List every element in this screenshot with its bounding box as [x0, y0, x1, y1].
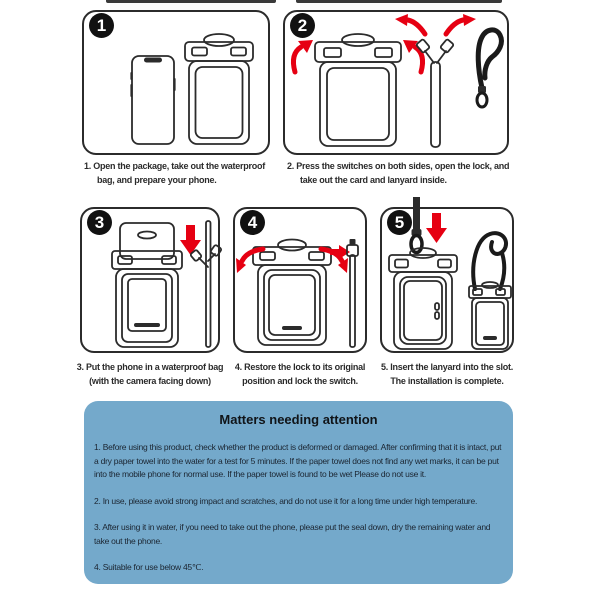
step-5-panel	[380, 207, 514, 353]
step-4-caption	[229, 361, 371, 388]
step-4-panel	[233, 207, 367, 353]
step-number: 4	[247, 212, 258, 232]
step-5-caption	[376, 361, 518, 388]
step-number: 2	[297, 15, 308, 35]
step-number: 5	[394, 212, 405, 232]
bag-with-lanyard-icon	[469, 233, 511, 349]
cropped-edge-bar-left	[106, 0, 276, 3]
open-lock-arrow-left-icon	[395, 14, 425, 34]
waterproof-bag-icon	[112, 251, 182, 347]
press-switch-arrow-left-icon	[293, 40, 313, 72]
lanyard-icon	[477, 30, 501, 107]
caption-line: take out the card and lanyard inside.	[300, 174, 447, 185]
step-4-number-badge	[240, 210, 265, 235]
waterproof-bag-icon	[315, 34, 401, 146]
step-2-caption	[287, 160, 515, 187]
step-number: 1	[96, 15, 107, 35]
step-1-panel	[82, 10, 270, 155]
step-1-caption	[84, 160, 280, 187]
phone-icon	[130, 56, 175, 144]
step-3-caption	[72, 361, 228, 388]
caption-line: position and lock the switch.	[242, 375, 358, 386]
notice-item-4: 4. Suitable for use below 45℃.	[94, 562, 204, 572]
step-1-number-badge	[89, 13, 114, 38]
caption-line: 2. Press the switches on both sides, open the lock, and	[287, 161, 510, 171]
press-switch-arrow-right-icon	[403, 40, 423, 72]
waterproof-bag-icon	[253, 240, 331, 346]
step-3-number-badge	[87, 210, 112, 235]
step-5-number-badge	[387, 210, 412, 235]
notice-item-3: 3. After using it in water, if you need to take out the phone, please put the seal down, dry the remaining water and take out the phone.	[94, 522, 491, 546]
phone-inserting-icon	[120, 223, 174, 259]
step-2-panel	[283, 10, 509, 155]
caption-line: 3. Put the phone in a waterproof bag	[76, 362, 224, 372]
caption-line: The installation is complete.	[390, 375, 504, 386]
cropped-edge-bar-right	[296, 0, 502, 3]
step-3-panel	[80, 207, 220, 353]
step-number: 3	[94, 212, 105, 232]
notice-box	[84, 401, 513, 584]
notice-item-1: 1. Before using this product, check whether the product is deformed or damaged. After confirming that it is intact, put a dry paper towel into the water for a test for 5 minutes. If the paper towel does not find any wet marks, it can be put into the mobile phone for normal use. If the paper towel is found to be wet Please do not use it.	[94, 442, 502, 479]
waterproof-bag-icon	[185, 34, 253, 144]
step-2-illustration	[285, 12, 507, 153]
lanyard-clip-icon	[411, 197, 422, 253]
notice-title: Matters needing attention	[219, 412, 378, 427]
step-2-number-badge	[290, 13, 315, 38]
step-1-illustration	[84, 12, 268, 153]
caption-line: 4. Restore the lock to its original	[234, 362, 366, 372]
caption-line: 5. Insert the lanyard into the slot.	[380, 362, 514, 372]
caption-line: bag, and prepare your phone.	[97, 174, 217, 185]
notice-item-2: 2. In use, please avoid strong impact and scratches, and do not use it for a long time under high temperature.	[94, 495, 478, 506]
lock-pin-icon	[347, 239, 358, 347]
red-down-arrow-icon	[426, 213, 447, 243]
caption-line: 1. Open the package, take out the waterproof	[84, 161, 266, 171]
waterproof-bag-icon	[389, 248, 457, 349]
caption-line: (with the camera facing down)	[89, 375, 211, 386]
open-lock-arrow-right-icon	[446, 14, 476, 34]
